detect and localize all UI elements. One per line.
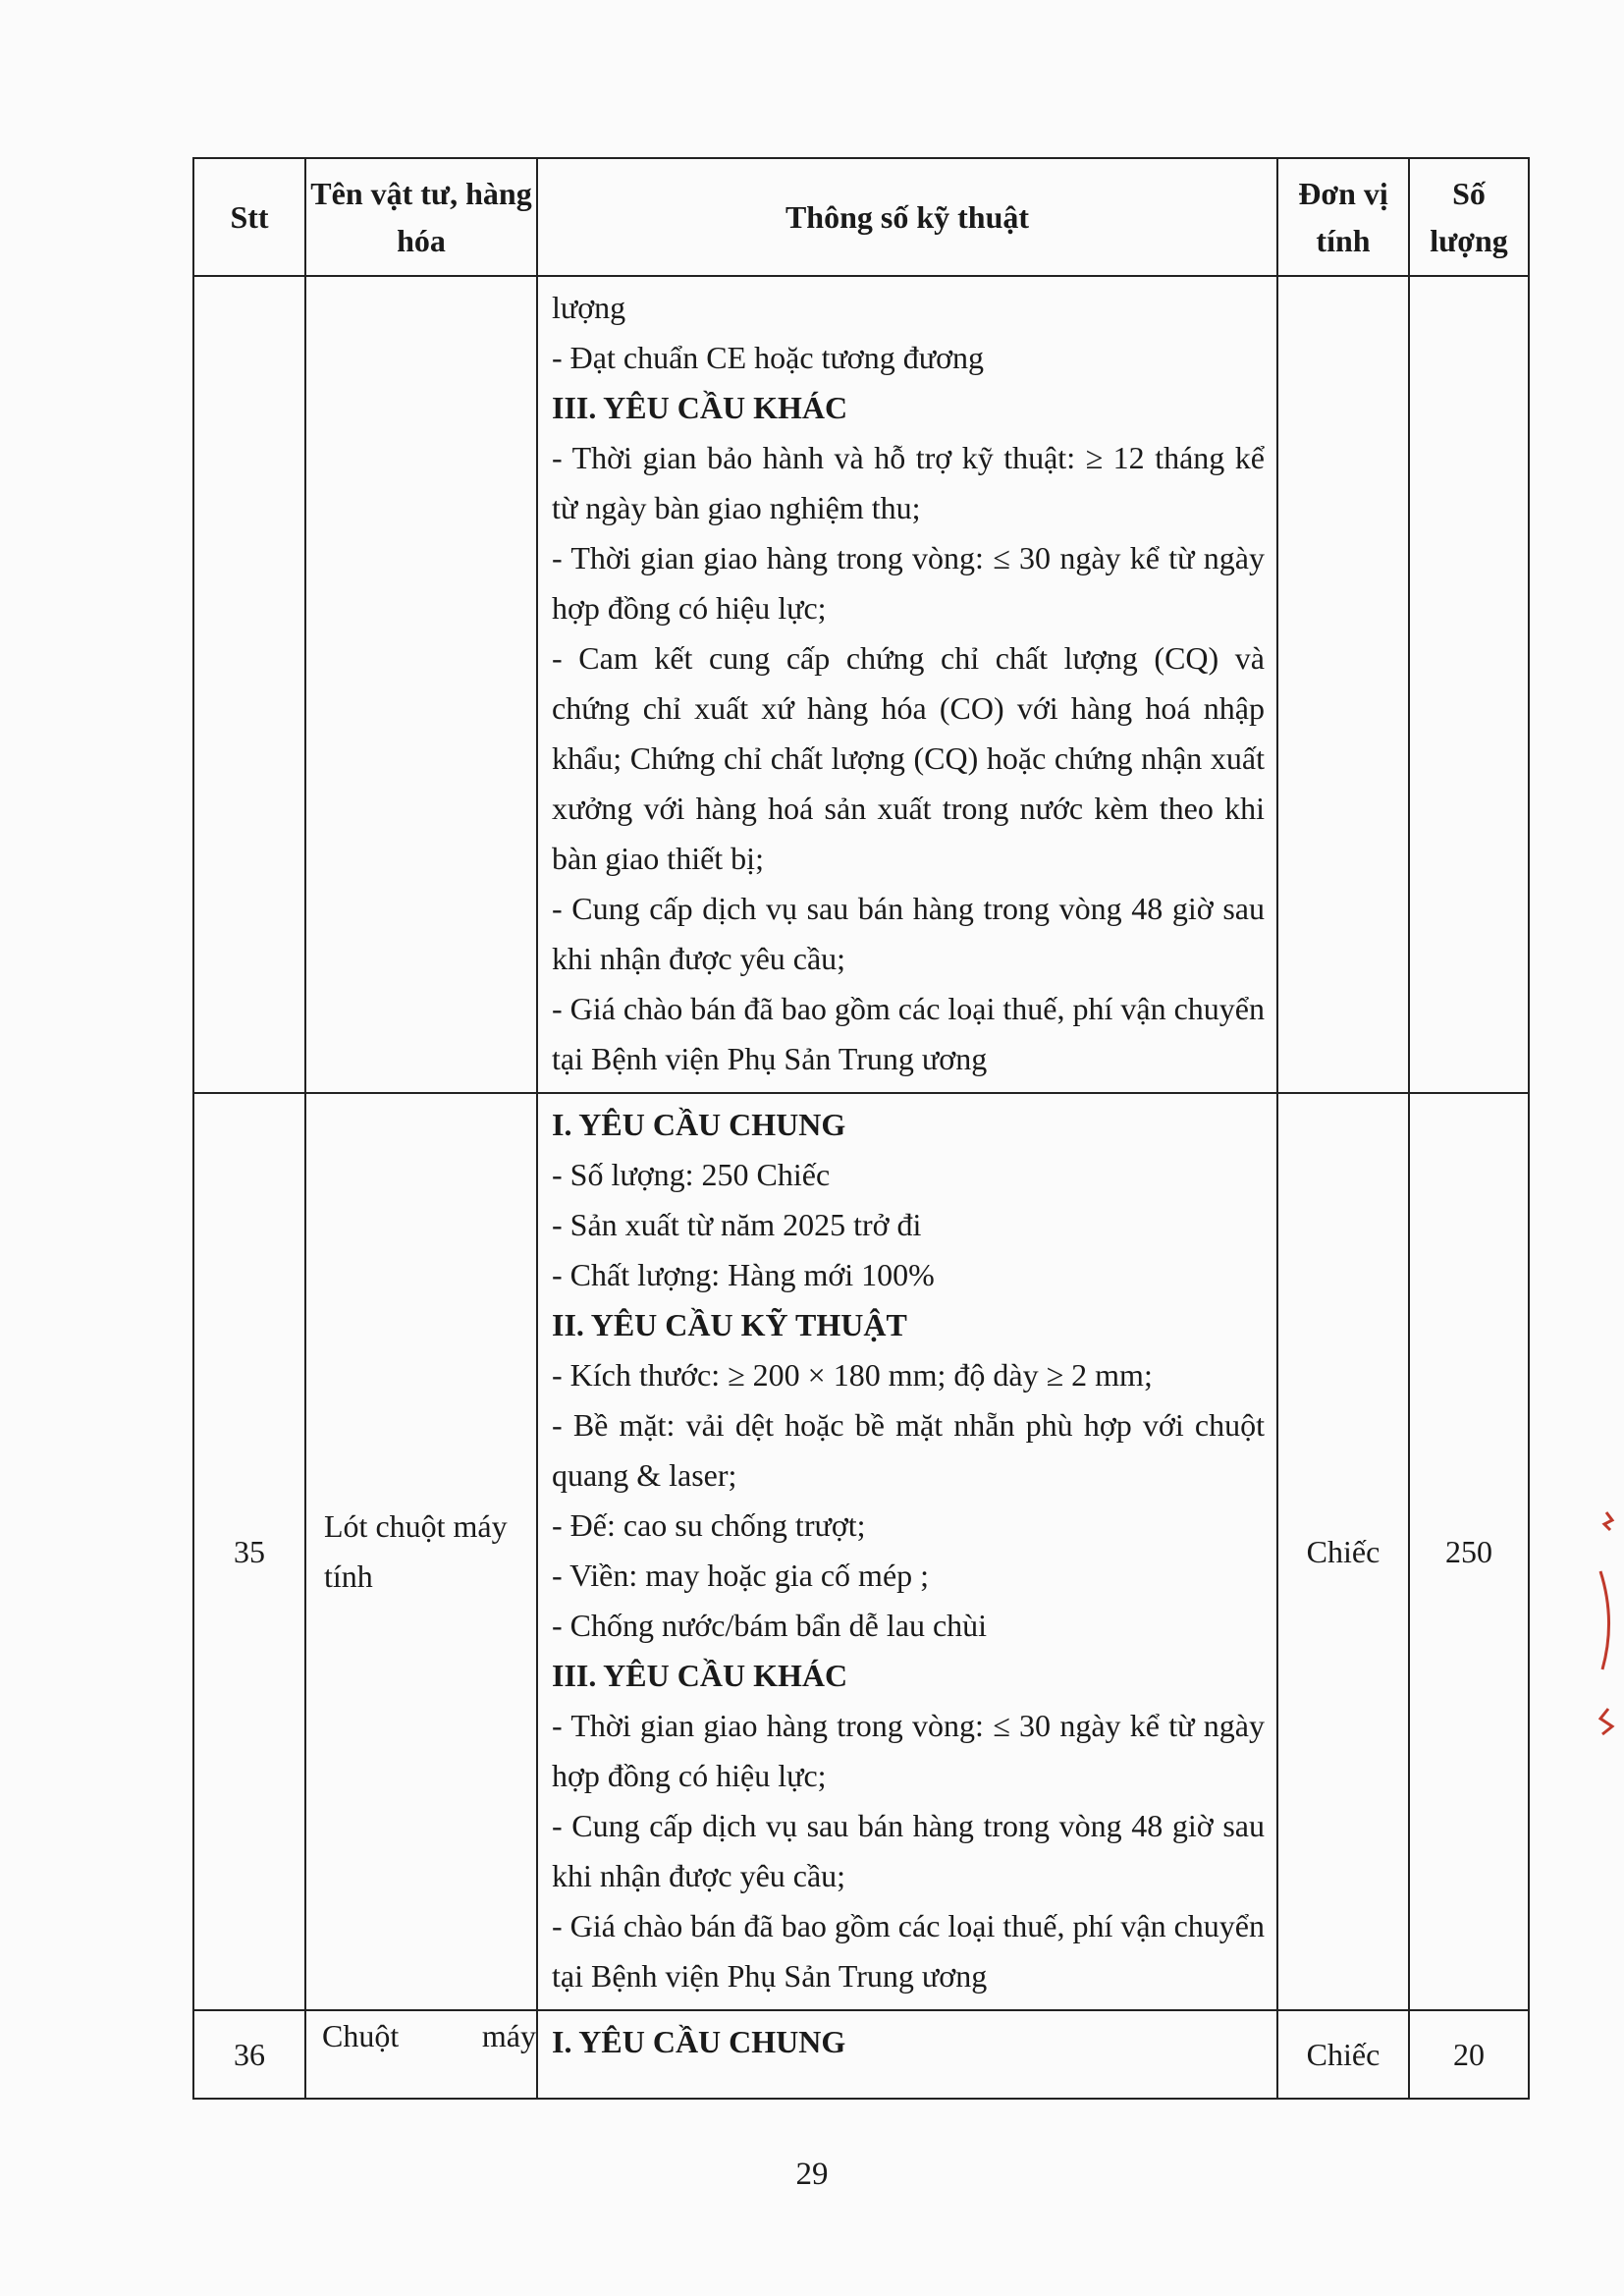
spec-line: - Bề mặt: vải dệt hoặc bề mặt nhẵn phù hợp với chuột quang & laser;	[552, 1407, 1265, 1493]
continued-unit-cell	[1277, 276, 1409, 1093]
table-header-row	[193, 158, 1529, 276]
table-row-item-36	[193, 2010, 1529, 2099]
item-35-stt: 35	[193, 1093, 305, 2010]
spec-line: - Đế: cao su chống trượt;	[552, 1507, 866, 1543]
item-35-unit: Chiếc	[1277, 1093, 1409, 2010]
header-stt: Stt	[193, 158, 305, 276]
spec-section-heading: III. YÊU CẦU KHÁC	[552, 390, 848, 425]
spec-line: - Kích thước: ≥ 200 × 180 mm; độ dày ≥ 2 mm;	[552, 1357, 1153, 1393]
spec-section-heading: II. YÊU CẦU KỸ THUẬT	[552, 1307, 907, 1342]
item-36-spec: I. YÊU CẦU CHUNG	[537, 2010, 1277, 2099]
spec-section-heading: I. YÊU CẦU CHUNG	[552, 1107, 846, 1142]
table-row-item-35	[193, 1093, 1529, 2010]
stamp-edge-mark	[1589, 1503, 1618, 1758]
item-36-stt: 36	[193, 2010, 305, 2099]
continued-name-cell	[305, 276, 537, 1093]
item-36-unit: Chiếc	[1277, 2010, 1409, 2099]
header-unit: Đơn vị tính	[1277, 158, 1409, 276]
spec-line: - Thời gian giao hàng trong vòng: ≤ 30 ngày kể từ ngày hợp đồng có hiệu lực;	[552, 540, 1265, 626]
continued-stt-cell	[193, 276, 305, 1093]
item-36-name: Chuột máy	[305, 2010, 537, 2099]
spec-line: - Chống nước/bám bẩn dễ lau chùi	[552, 1608, 988, 1643]
header-qty: Số lượng	[1409, 158, 1529, 276]
spec-line: - Chất lượng: Hàng mới 100%	[552, 1257, 935, 1292]
page-number: 29	[795, 2157, 829, 2192]
spec-line: - Thời gian bảo hành và hỗ trợ kỹ thuật: ≥ 12 tháng kể từ ngày bàn giao nghiệm thu;	[552, 440, 1265, 525]
spec-line: - Số lượng: 250 Chiếc	[552, 1157, 831, 1192]
header-name: Tên vật tư, hàng hóa	[305, 158, 537, 276]
specification-table	[192, 157, 1530, 2100]
header-spec: Thông số kỹ thuật	[537, 158, 1277, 276]
continued-qty-cell	[1409, 276, 1529, 1093]
table-row-continued	[193, 276, 1529, 1093]
item-36-qty: 20	[1409, 2010, 1529, 2099]
spec-line: - Cung cấp dịch vụ sau bán hàng trong vòng 48 giờ sau khi nhận được yêu cầu;	[552, 891, 1265, 976]
spec-line: - Sản xuất từ năm 2025 trở đi	[552, 1207, 922, 1242]
spec-line: - Thời gian giao hàng trong vòng: ≤ 30 ngày kể từ ngày hợp đồng có hiệu lực;	[552, 1708, 1265, 1793]
spec-line: - Cung cấp dịch vụ sau bán hàng trong vòng 48 giờ sau khi nhận được yêu cầu;	[552, 1808, 1265, 1893]
spec-section-heading: III. YÊU CẦU KHÁC	[552, 1658, 848, 1693]
item-35-spec-cell	[537, 1093, 1277, 2010]
spec-line: - Cam kết cung cấp chứng chỉ chất lượng (CQ) và chứng chỉ xuất xứ hàng hóa (CO) với hàng hoá nhập khẩu; Chứng chỉ chất lượng (CQ) hoặc chứng nhận xuất xưởng với hàng hoá sản xuất trong nước kèm theo khi bàn giao thiết bị;	[552, 640, 1265, 876]
spec-line: - Viền: may hoặc gia cố mép ;	[552, 1558, 930, 1593]
item-35-qty: 250	[1409, 1093, 1529, 2010]
spec-line: lượng	[552, 290, 626, 325]
item-35-name: Lót chuột máy tính	[305, 1093, 537, 2010]
spec-line: - Đạt chuẩn CE hoặc tương đương	[552, 340, 984, 375]
spec-line: - Giá chào bán đã bao gồm các loại thuế, phí vận chuyển tại Bệnh viện Phụ Sản Trung ương	[552, 1908, 1265, 1994]
spec-line: - Giá chào bán đã bao gồm các loại thuế, phí vận chuyển tại Bệnh viện Phụ Sản Trung ương	[552, 991, 1265, 1076]
continued-spec-cell	[537, 276, 1277, 1093]
